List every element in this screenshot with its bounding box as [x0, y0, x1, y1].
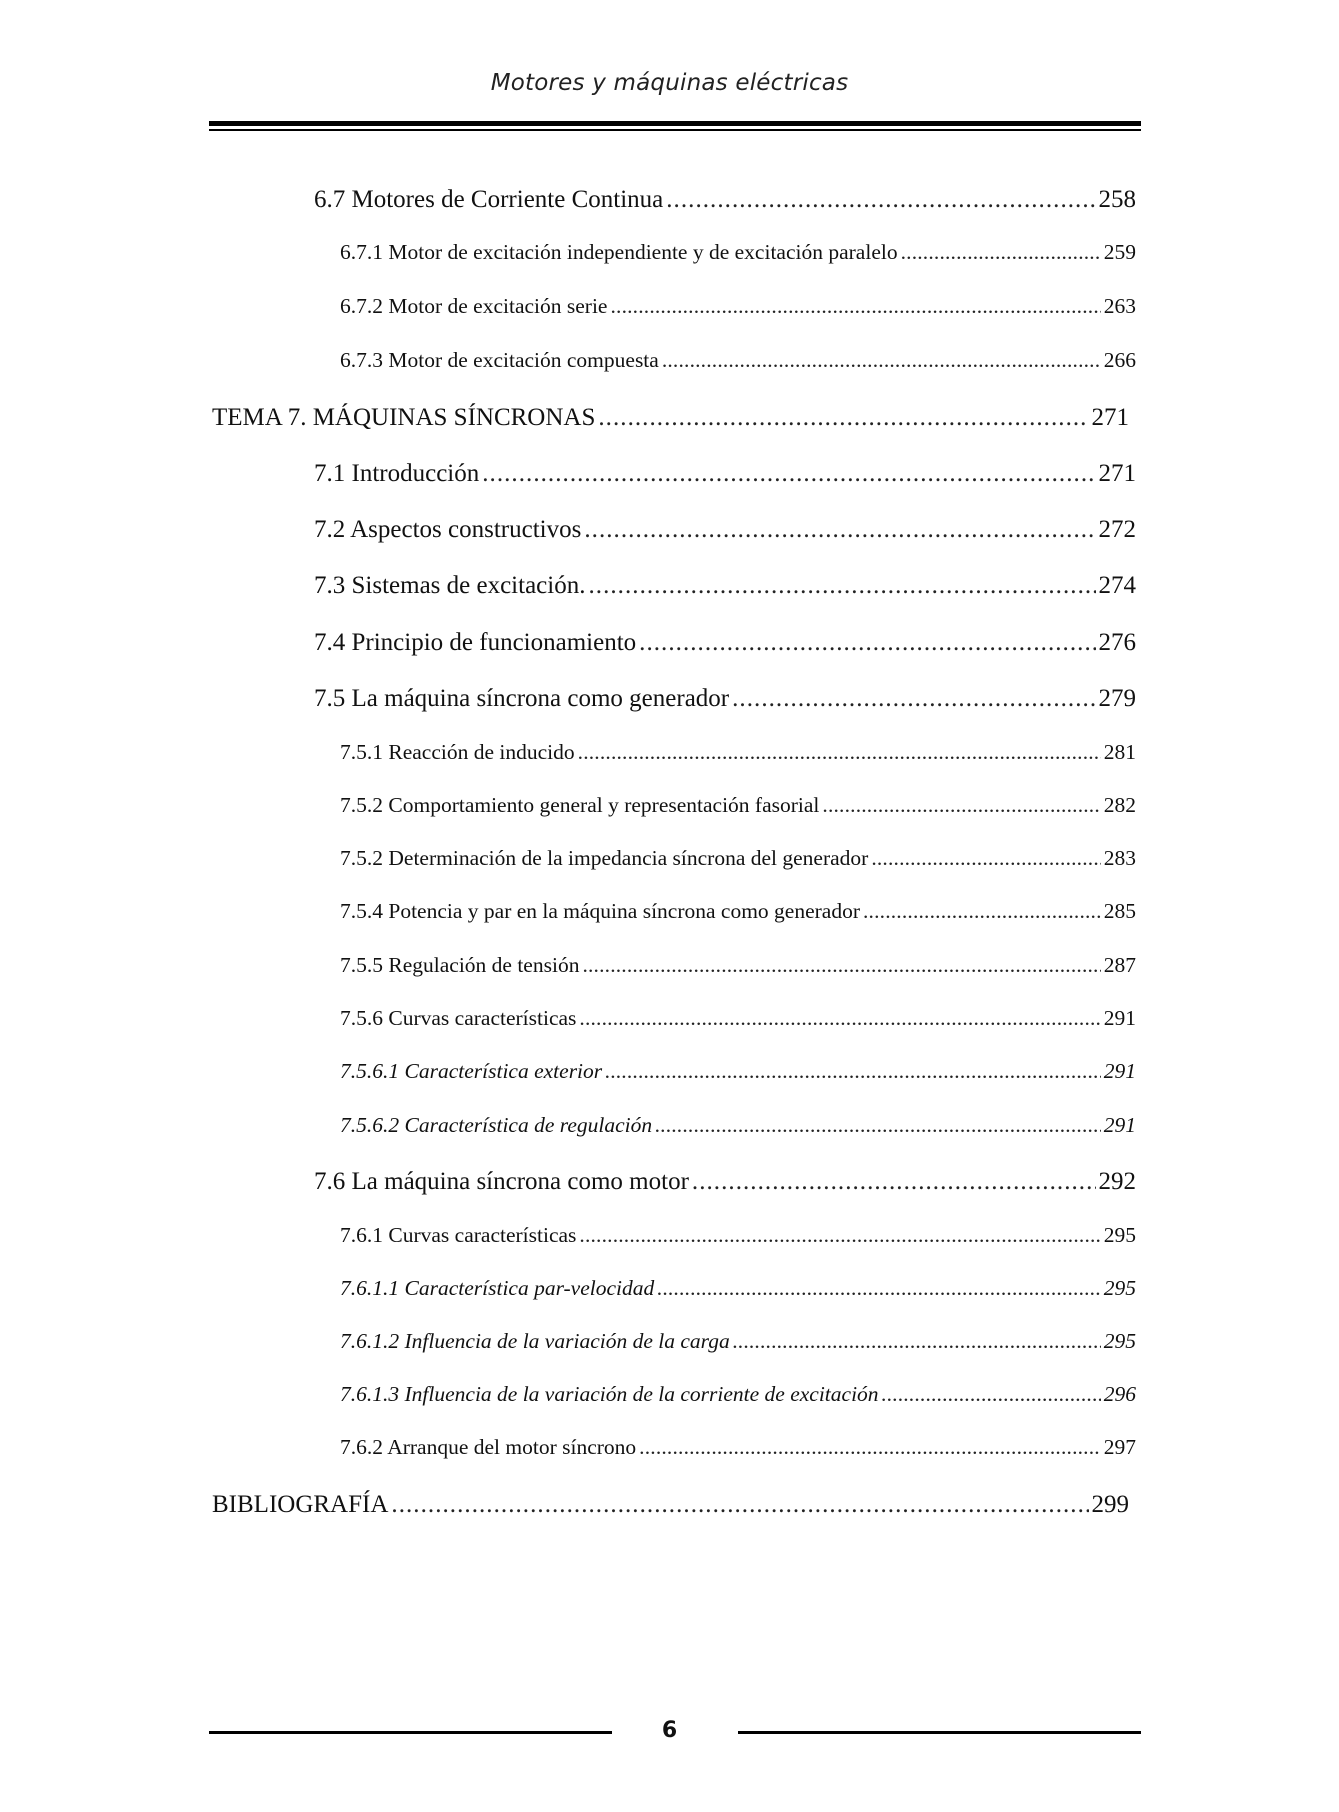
toc-entry-title: 7.1 Introducción: [314, 460, 480, 487]
toc-entry-page: 266: [1103, 348, 1136, 372]
toc-entry-title: 7.6.1.2 Influencia de la variación de la carga: [340, 1329, 730, 1353]
toc-leader-dots: [582, 953, 1100, 978]
toc-entry[interactable]: [340, 1223, 1136, 1248]
toc-leader-dots: [863, 899, 1101, 924]
toc-entry-title: 7.6 La máquina síncrona como motor: [314, 1168, 689, 1195]
toc-leader-dots: [692, 1168, 1096, 1196]
toc-leader-dots: [662, 348, 1101, 373]
toc-entry-page: 297: [1103, 1435, 1136, 1459]
toc-entry[interactable]: [340, 294, 1136, 319]
toc-entry[interactable]: [314, 685, 1136, 713]
toc-entry-title: 7.6.2 Arranque del motor síncrono: [340, 1435, 637, 1459]
toc-leader-dots: [639, 629, 1095, 657]
toc-entry-title: 6.7.3 Motor de excitación compuesta: [340, 348, 659, 372]
toc-entry-title: 7.2 Aspectos constructivos: [314, 516, 582, 543]
toc-entry-page: 283: [1103, 846, 1136, 870]
toc-entry-page: 299: [1091, 1491, 1129, 1518]
toc-leader-dots: [605, 1059, 1101, 1084]
toc-entry[interactable]: [314, 186, 1136, 214]
toc-entry[interactable]: [212, 1491, 1129, 1519]
toc-leader-dots: [579, 1223, 1100, 1248]
toc-entry-title: 7.5.6.2 Característica de regulación: [340, 1113, 653, 1137]
toc-entry-title: 7.5 La máquina síncrona como generador: [314, 685, 730, 712]
toc-entry-title: 7.6.1.3 Influencia de la variación de la corriente de excitación: [340, 1382, 879, 1406]
toc-leader-dots: [579, 1006, 1100, 1031]
toc-entry[interactable]: [340, 1276, 1136, 1301]
toc-entry-title: 7.5.2 Comportamiento general y representación fasorial: [340, 793, 820, 817]
toc-entry-page: 279: [1098, 685, 1136, 712]
toc-entry-page: 287: [1103, 953, 1136, 977]
page-number: 6: [661, 1718, 678, 1743]
toc-entry[interactable]: [314, 572, 1136, 600]
toc-entry[interactable]: [340, 1329, 1136, 1354]
toc-entry-title: TEMA 7. MÁQUINAS SÍNCRONAS: [212, 404, 596, 431]
toc-entry-title: 7.5.5 Regulación de tensión: [340, 953, 580, 977]
toc-entry-title: 6.7.2 Motor de excitación serie: [340, 294, 608, 318]
toc-entry-page: 295: [1103, 1329, 1136, 1353]
toc-entry[interactable]: [340, 1435, 1136, 1460]
running-header: Motores y máquinas eléctricas: [490, 70, 849, 96]
toc-entry-page: 295: [1103, 1223, 1136, 1247]
toc-leader-dots: [882, 1382, 1101, 1407]
toc-entry-title: 7.5.4 Potencia y par en la máquina síncrona como generador: [340, 899, 860, 923]
toc-leader-dots: [732, 685, 1095, 713]
toc-entry[interactable]: [340, 740, 1136, 765]
toc-entry-title: 7.6.1 Curvas características: [340, 1223, 577, 1247]
toc-leader-dots: [733, 1329, 1101, 1354]
toc-entry-title: 7.4 Principio de funcionamiento: [314, 629, 637, 656]
toc-entry[interactable]: [340, 846, 1136, 871]
toc-leader-dots: [610, 294, 1100, 319]
toc-leader-dots: [482, 460, 1095, 488]
toc-leader-dots: [655, 1113, 1101, 1138]
toc-entry-title: 7.5.6 Curvas características: [340, 1006, 577, 1030]
toc-leader-dots: [657, 1276, 1100, 1301]
toc-entry-page: 291: [1103, 1059, 1136, 1083]
toc-entry-page: 263: [1103, 294, 1136, 318]
toc-entry-page: 296: [1103, 1382, 1136, 1406]
toc-entry-page: 292: [1098, 1168, 1136, 1195]
toc-entry-page: 271: [1091, 404, 1129, 431]
toc-entry-page: 291: [1103, 1113, 1136, 1137]
toc-entry-page: 274: [1098, 572, 1136, 599]
toc-entry[interactable]: [340, 1006, 1136, 1031]
toc-entry-page: 285: [1103, 899, 1136, 923]
toc-leader-dots: [391, 1491, 1088, 1519]
toc-entry-page: 271: [1098, 460, 1136, 487]
toc-entry-title: 7.3 Sistemas de excitación.: [314, 572, 586, 599]
toc-entry[interactable]: [314, 1168, 1136, 1196]
toc-entry-page: 291: [1103, 1006, 1136, 1030]
toc-entry[interactable]: [314, 629, 1136, 657]
toc-entry[interactable]: [212, 404, 1129, 432]
toc-entry-title: 7.6.1.1 Característica par-velocidad: [340, 1276, 655, 1300]
toc-entry[interactable]: [340, 1382, 1136, 1407]
footer-rule-right: [738, 1731, 1141, 1734]
toc-entry-title: 7.5.6.1 Característica exterior: [340, 1059, 603, 1083]
toc-entry-title: 7.5.2 Determinación de la impedancia síncrona del generador: [340, 846, 869, 870]
toc-entry[interactable]: [314, 516, 1136, 544]
toc-entry[interactable]: [340, 240, 1136, 265]
toc-entry[interactable]: [340, 899, 1136, 924]
toc-leader-dots: [578, 740, 1101, 765]
toc-leader-dots: [871, 846, 1100, 871]
toc-entry[interactable]: [340, 1113, 1136, 1138]
toc-entry[interactable]: [314, 460, 1136, 488]
toc-entry-page: 281: [1103, 740, 1136, 764]
toc-entry-title: 6.7 Motores de Corriente Continua: [314, 186, 664, 213]
toc-entry-page: 272: [1098, 516, 1136, 543]
toc-leader-dots: [598, 404, 1088, 432]
toc-entry-page: 295: [1103, 1276, 1136, 1300]
toc-entry[interactable]: [340, 348, 1136, 373]
toc-leader-dots: [822, 793, 1100, 818]
toc-leader-dots: [584, 516, 1095, 544]
toc-leader-dots: [666, 186, 1095, 214]
toc-entry-title: 6.7.1 Motor de excitación independiente y de excitación paralelo: [340, 240, 898, 264]
toc-entry-title: BIBLIOGRAFÍA: [212, 1491, 389, 1518]
toc-leader-dots: [588, 572, 1095, 600]
toc-leader-dots: [901, 240, 1101, 265]
toc-entry-page: 258: [1098, 186, 1136, 213]
toc-entry-title: 7.5.1 Reacción de inducido: [340, 740, 575, 764]
toc-leader-dots: [639, 1435, 1101, 1460]
toc-entry[interactable]: [340, 1059, 1136, 1084]
toc-entry-page: 282: [1103, 793, 1136, 817]
toc-entry-page: 276: [1098, 629, 1136, 656]
toc-entry-page: 259: [1103, 240, 1136, 264]
toc-entry[interactable]: [340, 953, 1136, 978]
toc-entry[interactable]: [340, 793, 1136, 818]
